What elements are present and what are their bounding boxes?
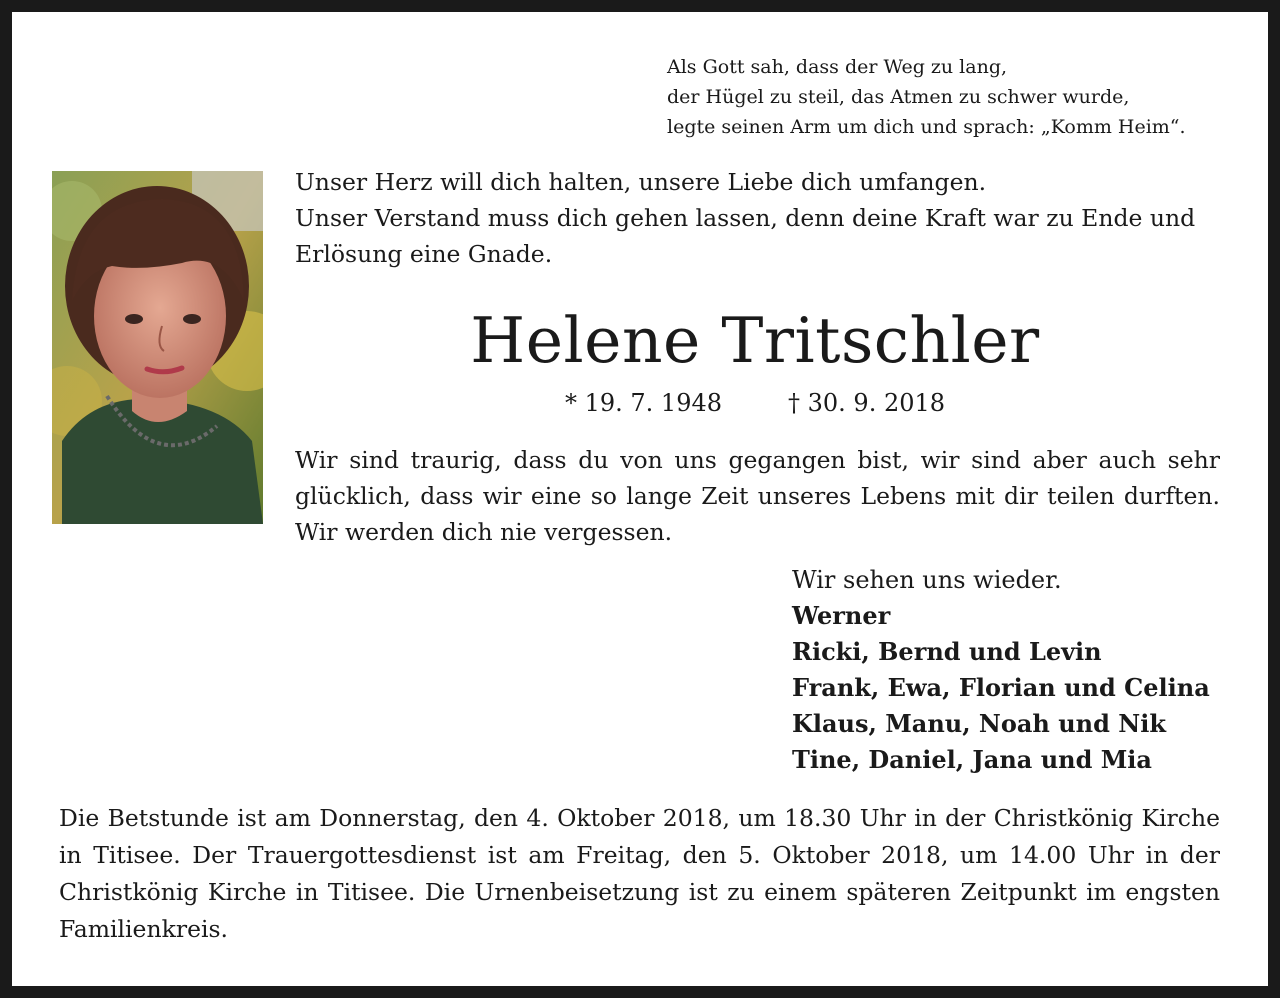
- deceased-name: Helene Tritschler: [470, 304, 1040, 377]
- birth-date: * 19. 7. 1948: [564, 389, 722, 417]
- service-details: Die Betstunde ist am Donnerstag, den 4. Oktober 2018, um 18.30 Uhr in der Christkönig Kirche in Titisee. Der Trauergottesdienst ist am Freitag, den 5. Oktober 2018, um 14.00 Uhr in der Christkönig Kirche in Titisee. Die Urnenbeisetzung ist zu einem späteren Zeitpunkt im engsten Familienkreis.: [59, 804, 1220, 943]
- mourner-name: Klaus, Manu, Noah und Nik: [792, 709, 1166, 738]
- poem-line: Als Gott sah, dass der Weg zu lang,: [667, 56, 1008, 78]
- farewell-line: Wir sehen uns wieder.: [792, 566, 1062, 594]
- condolence-message: Wir sind traurig, dass du von uns gegangen bist, wir sind aber auch sehr glücklich, dass wir eine so lange Zeit unseres Lebens mit dir teilen durften. Wir werden dich nie vergessen.: [295, 446, 1220, 546]
- poem-line: legte seinen Arm um dich und sprach: „Komm Heim“.: [667, 116, 1186, 138]
- portrait-photo: [52, 171, 263, 524]
- mourner-name: Ricki, Bernd und Levin: [792, 637, 1102, 666]
- intro-line: Erlösung eine Gnade.: [295, 240, 553, 268]
- intro-line: Unser Verstand muss dich gehen lassen, denn deine Kraft war zu Ende und: [295, 204, 1196, 232]
- death-date: † 30. 9. 2018: [788, 389, 946, 417]
- mourner-name: Frank, Ewa, Florian und Celina: [792, 673, 1210, 702]
- intro-line: Unser Herz will dich halten, unsere Liebe dich umfangen.: [295, 168, 987, 196]
- mourner-name: Werner: [792, 601, 891, 630]
- obituary-notice: [12, 12, 1268, 986]
- poem-line: der Hügel zu steil, das Atmen zu schwer wurde,: [667, 86, 1130, 108]
- mourners-list: [792, 598, 1210, 778]
- poem: [667, 52, 1267, 142]
- life-dates: [295, 385, 1215, 421]
- intro-text: [295, 164, 1240, 272]
- mourner-name: Tine, Daniel, Jana und Mia: [792, 745, 1152, 774]
